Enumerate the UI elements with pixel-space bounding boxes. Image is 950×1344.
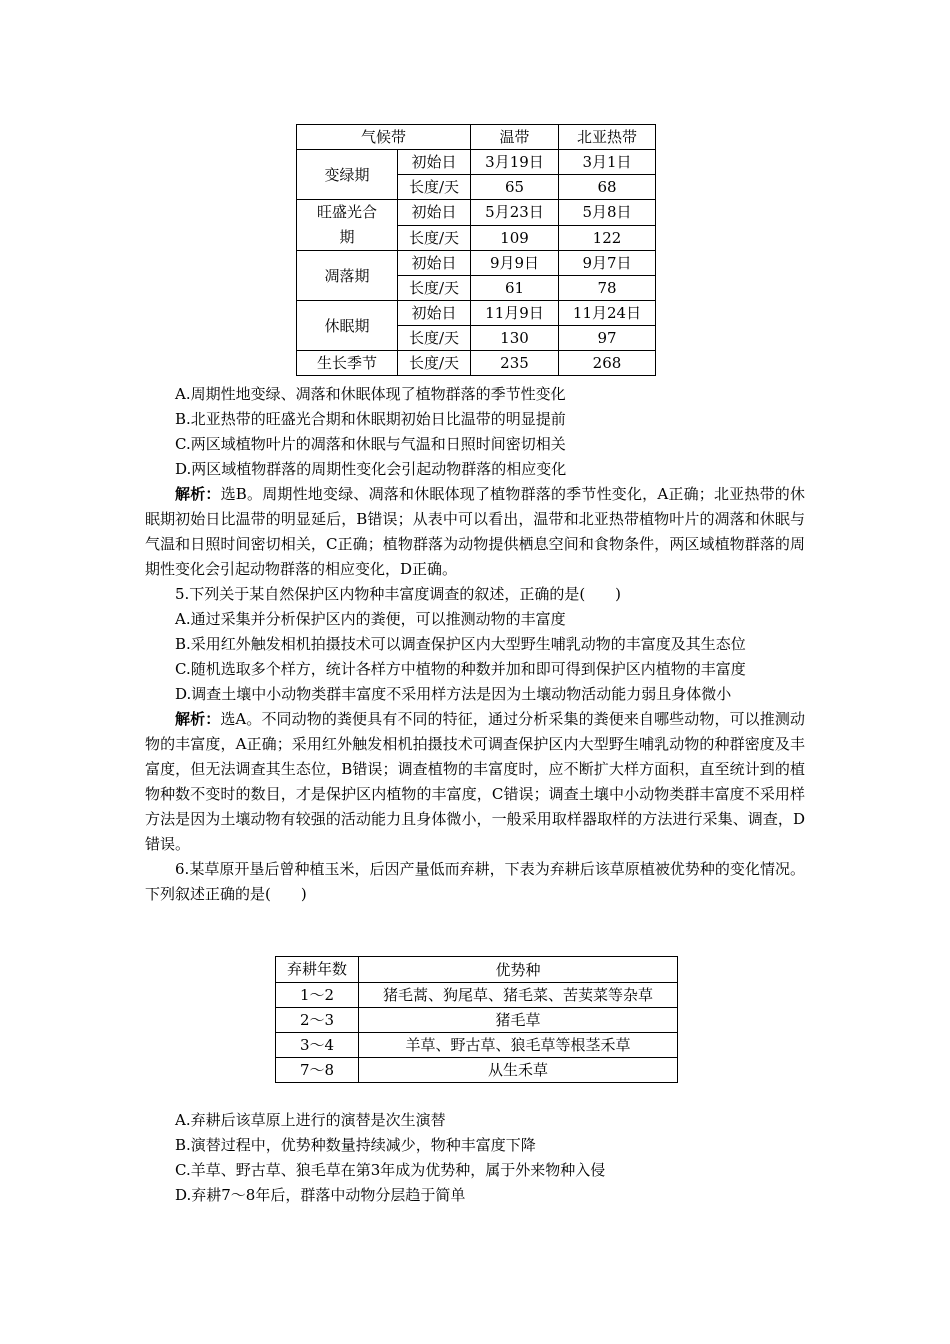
table-row [276,983,678,1008]
period-cell [297,200,398,251]
question-4-block [145,382,805,907]
table-cell: 268 [559,351,656,376]
table-row [276,1058,678,1083]
option-a: A.弃耕后该草原上进行的演替是次生演替 [175,1111,446,1129]
table-cell: 长度/天 [398,351,471,376]
period-cell: 休眠期 [297,301,398,351]
table-cell: 初始日 [398,200,471,226]
table-row [297,301,656,326]
table-row [297,351,656,376]
option-d: D.调查土壤中小动物类群丰富度不采用样方法是因为土壤动物活动能力弱且身体微小 [175,685,732,703]
option-b: B.演替过程中，优势种数量持续减少，物种丰富度下降 [175,1136,536,1154]
analysis-label: 解析： [175,485,221,503]
table-cell: 初始日 [398,251,471,276]
table-cell: 9月7日 [559,251,656,276]
table-row [297,251,656,276]
table-cell: 1～2 [276,983,359,1008]
header-cell: 优势种 [359,957,678,983]
analysis-text: 选B。周期性地变绿、凋落和休眠体现了植物群落的季节性变化，A正确；北亚热带的休眠期初始日比温带的明显延后，B错误；从表中可以看出，温带和北亚热带植物叶片的凋落和休眠与气温和日照时间密切相关，C正确；植物群落为动物提供栖息空间和食物条件，两区域植物群落的周期性变化会引起动物群落的相应变化，D正确。 [145,485,805,578]
header-cell: 北亚热带 [559,125,656,150]
table-cell: 初始日 [398,301,471,326]
option-d: D.弃耕7～8年后，群落中动物分层趋于简单 [175,1186,466,1204]
table-row [276,1033,678,1058]
table-cell: 猪毛草 [359,1008,678,1033]
period-cell: 变绿期 [297,150,398,200]
analysis-label: 解析： [175,710,221,728]
option-c: C.两区域植物叶片的凋落和休眠与气温和日照时间密切相关 [175,435,566,453]
header-label: 弃耕年数 [287,960,348,978]
period-label: 旺盛光合期 [316,203,377,246]
table-header-row [276,957,678,983]
option-a: A.通过采集并分析保护区内的粪便，可以推测动物的丰富度 [175,610,566,628]
table-cell: 3～4 [276,1033,359,1058]
table-cell: 初始日 [398,150,471,175]
table-cell: 2～3 [276,1008,359,1033]
table-cell: 130 [471,326,559,351]
question-stem: 6.某草原开垦后曾种植玉米，后因产量低而弃耕，下表为弃耕后该草原植被优势种的变化情况。下列叙述正确的是( ) [145,860,805,903]
table-cell: 长度/天 [398,326,471,351]
table-cell: 长度/天 [398,225,471,251]
table-cell: 5月23日 [471,200,559,226]
table-cell: 3月1日 [559,150,656,175]
period-cell: 凋落期 [297,251,398,301]
table-cell: 61 [471,276,559,301]
table-row [297,150,656,175]
table-cell: 9月9日 [471,251,559,276]
table-cell: 从生禾草 [359,1058,678,1083]
table-cell: 猪毛蒿、狗尾草、猪毛菜、苦荬菜等杂草 [359,983,678,1008]
option-c: C.羊草、野古草、狼毛草在第3年成为优势种，属于外来物种入侵 [175,1161,606,1179]
table-header-row [297,125,656,150]
table-cell: 羊草、野古草、狼毛草等根茎禾草 [359,1033,678,1058]
climate-phenology-table [296,124,656,376]
table-cell: 97 [559,326,656,351]
option-b: B.北亚热带的旺盛光合期和休眠期初始日比温带的明显提前 [175,410,566,428]
analysis-text: 选A。不同动物的粪便具有不同的特征，通过分析采集的粪便来自哪些动物，可以推测动物的丰富度，A正确；采用红外触发相机拍摄技术可调查保护区内大型野生哺乳动物的种群密度及丰富度，但无法调查其生态位，B错误；调查植物的丰富度时，应不断扩大样方面积，直至统计到的植物种数不变时的数目，才是保护区内植物的丰富度，C错误；调查土壤中小动物类群丰富度不采用样方法是因为土壤动物有较强的活动能力且身体微小，一般采用取样器取样的方法进行采集、调查，D错误。 [145,710,805,853]
table-cell: 78 [559,276,656,301]
table-cell: 235 [471,351,559,376]
table-cell: 68 [559,175,656,200]
table-cell: 3月19日 [471,150,559,175]
question-stem: 5.下列关于某自然保护区内物种丰富度调查的叙述，正确的是( ) [175,585,622,603]
table-cell: 长度/天 [398,175,471,200]
header-cell [276,957,359,983]
table-cell: 长度/天 [398,276,471,301]
header-cell: 温带 [471,125,559,150]
table-row [297,200,656,226]
table-cell: 7～8 [276,1058,359,1083]
table-cell: 65 [471,175,559,200]
question-6-options [145,1108,805,1208]
table-row [276,1008,678,1033]
table-cell: 109 [471,225,559,251]
option-b: B.采用红外触发相机拍摄技术可以调查保护区内大型野生哺乳动物的丰富度及其生态位 [175,635,746,653]
option-a: A.周期性地变绿、凋落和休眠体现了植物群落的季节性变化 [175,385,566,403]
period-cell: 生长季节 [297,351,398,376]
table-cell: 122 [559,225,656,251]
table-cell: 5月8日 [559,200,656,226]
analysis-paragraph [145,482,805,582]
table-cell: 11月24日 [559,301,656,326]
option-c: C.随机选取多个样方，统计各样方中植物的种数并加和即可得到保护区内植物的丰富度 [175,660,746,678]
analysis-paragraph [145,707,805,857]
table-cell: 11月9日 [471,301,559,326]
abandoned-farmland-table [275,956,678,1083]
header-cell: 气候带 [297,125,471,150]
option-d: D.两区域植物群落的周期性变化会引起动物群落的相应变化 [175,460,567,478]
